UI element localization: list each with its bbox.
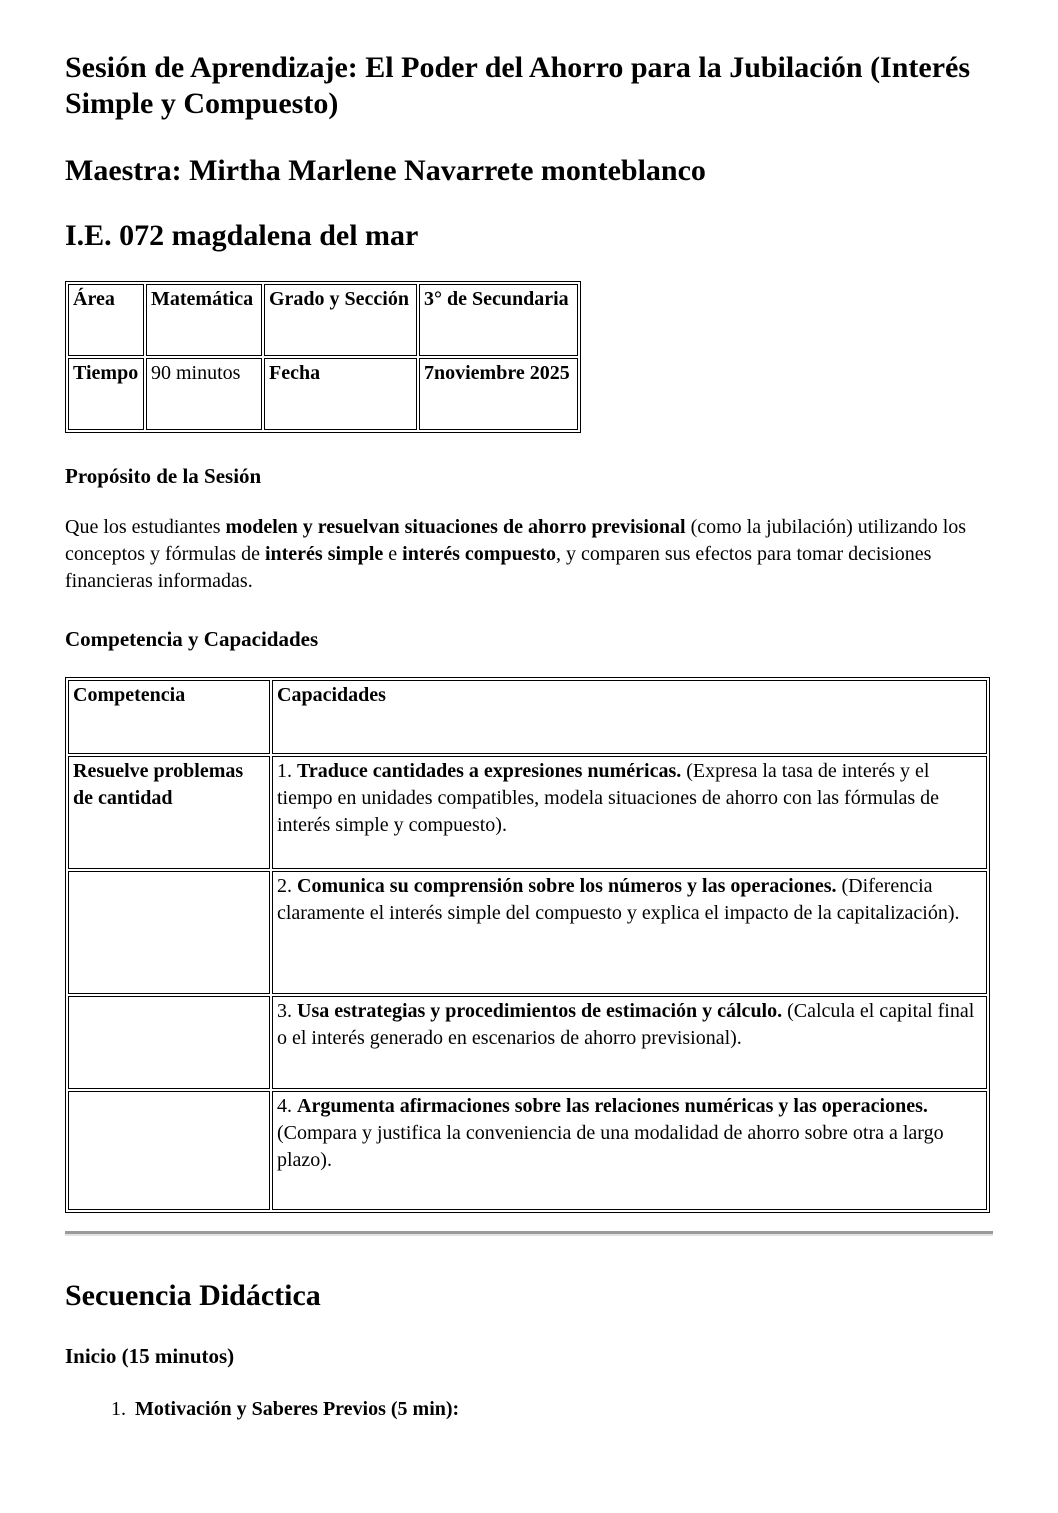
activity-list xyxy=(65,1396,993,1423)
competencia-cell xyxy=(68,1091,270,1210)
capacidad-title: Comunica su comprensión sobre los números y las operaciones. xyxy=(297,875,837,897)
proposito-text-bold: interés simple xyxy=(264,543,384,565)
secuencia-heading: Secuencia Didáctica xyxy=(65,1279,321,1312)
info-cell-fecha-label: Fecha xyxy=(264,358,417,430)
competencias-header-row xyxy=(68,680,987,754)
activity-item xyxy=(131,1396,993,1423)
capacidad-row xyxy=(68,871,987,994)
capacidad-row xyxy=(68,1091,987,1210)
capacidad-description: (Calcula el capital final o el interés generado en escenarios de ahorro previsional). xyxy=(277,1000,975,1049)
capacidad-number: 3. xyxy=(277,1000,297,1022)
activity-item-title: Motivación y Saberes Previos (5 min): xyxy=(135,1398,460,1420)
info-table-row xyxy=(68,358,578,430)
teacher-heading: Maestra: Mirtha Marlene Navarrete monteblanco xyxy=(65,154,706,187)
capacidad-description: (Diferencia claramente el interés simple del compuesto y explica el impacto de la capitalización). xyxy=(277,875,960,924)
capacidad-title: Usa estrategias y procedimientos de estimación y cálculo. xyxy=(297,1000,783,1022)
info-cell-tiempo-value: 90 minutos xyxy=(146,358,262,430)
proposito-text: Que los estudiantes xyxy=(65,516,226,538)
school-heading: I.E. 072 magdalena del mar xyxy=(65,219,419,252)
competencia-cell xyxy=(68,871,270,994)
info-table-row xyxy=(68,284,578,356)
info-cell-area-value: Matemática xyxy=(146,284,262,356)
capacidad-title: Traduce cantidades a expresiones numéricas. xyxy=(297,760,682,782)
section-divider xyxy=(65,1231,993,1236)
competencia-cell: Resuelve problemas de cantidad xyxy=(68,756,270,869)
capacidad-title: Argumenta afirmaciones sobre las relaciones numéricas y las operaciones. xyxy=(297,1095,928,1117)
info-cell-tiempo-label: Tiempo xyxy=(68,358,144,430)
info-cell-area-label: Área xyxy=(68,284,144,356)
capacidad-description: (Compara y justifica la conveniencia de una modalidad de ahorro sobre otra a largo plazo). xyxy=(277,1122,944,1171)
info-table xyxy=(65,281,581,433)
capacidad-cell xyxy=(272,871,987,994)
proposito-paragraph xyxy=(65,514,990,595)
info-cell-grado-value: 3° de Secundaria xyxy=(419,284,578,356)
proposito-text-bold: modelen y resuelvan situaciones de ahorro previsional xyxy=(225,516,686,538)
capacidad-description: (Expresa la tasa de interés y el tiempo en unidades compatibles, modela situaciones de ahorro con las fórmulas de interés simple y compuesto). xyxy=(277,760,940,836)
capacidad-number: 2. xyxy=(277,875,297,897)
proposito-text: (como la jubilación) utilizando los conceptos y fórmulas de xyxy=(65,516,967,565)
capacidad-cell xyxy=(272,996,987,1089)
document-title: Sesión de Aprendizaje: El Poder del Ahorro para la Jubilación (Interés Simple y Compuesto) xyxy=(65,51,971,120)
capacidad-number: 4. xyxy=(277,1095,297,1117)
capacidad-number: 1. xyxy=(277,760,297,782)
column-header-capacidades: Capacidades xyxy=(272,680,987,754)
capacidad-cell xyxy=(272,756,987,869)
proposito-text: , y comparen sus efectos para tomar decisiones financieras informadas. xyxy=(65,543,932,592)
info-cell-grado-label: Grado y Sección xyxy=(264,284,417,356)
proposito-heading: Propósito de la Sesión xyxy=(65,464,262,488)
competencia-cell xyxy=(68,996,270,1089)
competencias-heading: Competencia y Capacidades xyxy=(65,627,319,651)
capacidad-cell xyxy=(272,1091,987,1210)
column-header-competencia: Competencia xyxy=(68,680,270,754)
capacidad-row xyxy=(68,996,987,1089)
capacidad-row xyxy=(68,756,987,869)
proposito-text: e xyxy=(383,543,403,565)
competencias-table xyxy=(65,677,990,1213)
proposito-text-bold: interés compuesto xyxy=(402,543,557,565)
info-cell-fecha-value: 7noviembre 2025 xyxy=(419,358,578,430)
inicio-heading: Inicio (15 minutos) xyxy=(65,1344,235,1368)
